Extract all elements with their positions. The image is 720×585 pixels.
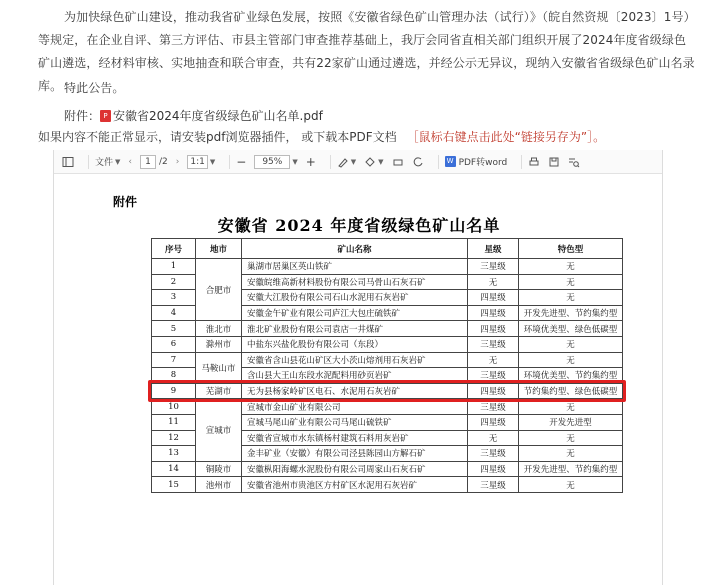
- toolbar-divider: [521, 155, 522, 169]
- row-mine-name: 安徽省宣城市水东镇杨村建筑石料用灰岩矿: [242, 430, 468, 446]
- row-feature: 开发先进型: [519, 414, 623, 430]
- highlight-icon[interactable]: [364, 153, 383, 171]
- page-indicator: [140, 153, 168, 171]
- fit-page-button[interactable]: [187, 153, 215, 171]
- row-star: 三星级: [468, 336, 519, 352]
- row-mine-name: 安徽省池州市贵池区方村矿区水泥用石灰岩矿: [242, 477, 468, 493]
- row-no: 11: [152, 414, 196, 430]
- sidebar-toggle-icon[interactable]: [62, 153, 74, 171]
- page-number-input[interactable]: 1: [140, 155, 156, 169]
- pdf-toolbar: [54, 150, 662, 174]
- chevron-down-icon: ▼: [378, 157, 384, 166]
- row-city: 池州市: [196, 477, 242, 493]
- row-mine-name: 淮北矿业股份有限公司袁店一井煤矿: [242, 321, 468, 337]
- document-title: 安徽省 2024 年度省级绿色矿山名单: [217, 216, 501, 235]
- table-row: [152, 336, 623, 352]
- row-star: 无: [468, 352, 519, 368]
- table-header-row: [152, 239, 623, 259]
- header-city: 地市: [196, 239, 242, 259]
- row-mine-name: 中盐东兴盐化股份有限公司（东段）: [242, 336, 468, 352]
- row-star: 四星级: [468, 414, 519, 430]
- intro-paragraph: 为加快绿色矿山建设，推动我省矿业绿色发展，按照《安徽省绿色矿山管理办法（试行）》（皖自然资规〔2023〕1号）等规定，在企业自评、第三方评估、市县主管部门审查推荐基础上，我厅会同省直相关部门组织开展了2024年度省级绿色矿山遴选，经材料审核、实地抽查和联合审查，共有22家矿山通过遴选，并经公示无异议，现纳入安徽省省级绿色矿山名录库。: [38, 10, 696, 93]
- row-feature: 无: [519, 430, 623, 446]
- header-star: 星级: [468, 239, 519, 259]
- chevron-down-icon: ▼: [115, 157, 121, 166]
- row-star: 三星级: [468, 259, 519, 275]
- chevron-down-icon: ▼: [209, 157, 216, 166]
- file-menu-label: 文件: [95, 158, 114, 168]
- row-star: 无: [468, 430, 519, 446]
- row-feature: 节约集约型、绿色低碳型: [519, 383, 623, 399]
- row-no: 7: [152, 352, 196, 368]
- prev-page-icon[interactable]: ‹: [128, 156, 133, 167]
- pdf-to-word-label: PDF转word: [458, 158, 508, 168]
- row-city: 宣城市: [196, 399, 242, 461]
- save-link[interactable]: ［鼠标右键点击此处“链接另存为”］。: [406, 130, 606, 144]
- row-no: 3: [152, 290, 196, 306]
- row-feature: 无: [519, 290, 623, 306]
- attachment-line: [64, 107, 323, 124]
- toolbar-divider: [88, 155, 89, 169]
- header-no: 序号: [152, 239, 196, 259]
- row-feature: 开发先进型、节约集约型: [519, 305, 623, 321]
- row-mine-name: 无为县杨家岭矿区电石、水泥用石灰岩矿: [242, 383, 468, 399]
- row-no: 5: [152, 321, 196, 337]
- row-star: 三星级: [468, 477, 519, 493]
- row-feature: 无: [519, 336, 623, 352]
- row-feature: 无: [519, 274, 623, 290]
- row-star: 四星级: [468, 383, 519, 399]
- row-city: 铜陵市: [196, 461, 242, 477]
- pdf-to-word-button[interactable]: [445, 153, 508, 171]
- zoom-in-icon[interactable]: +: [305, 154, 316, 169]
- row-no: 9: [152, 383, 196, 399]
- table-row: [152, 321, 623, 337]
- file-menu[interactable]: [95, 153, 120, 171]
- plugin-notice: [38, 128, 605, 145]
- row-mine-name: 安徽金午矿业有限公司庐江大包庄硫铁矿: [242, 305, 468, 321]
- next-page-icon[interactable]: ›: [175, 156, 180, 167]
- notice-text: 如果内容不能正常显示，请安装pdf浏览器插件， 或下载本PDF文档: [38, 130, 397, 144]
- row-no: 6: [152, 336, 196, 352]
- zoom-value: 95%: [254, 155, 290, 169]
- row-city: 马鞍山市: [196, 352, 242, 383]
- zoom-select[interactable]: [254, 153, 297, 171]
- row-no: 12: [152, 430, 196, 446]
- row-mine-name: 含山县大王山东段水泥配料用砂页岩矿: [242, 368, 468, 384]
- toolbar-divider: [330, 155, 331, 169]
- rotate-icon[interactable]: [412, 153, 424, 171]
- toolbar-divider: [438, 155, 439, 169]
- row-star: 四星级: [468, 461, 519, 477]
- row-feature: 环境优美型、绿色低碳型: [519, 321, 623, 337]
- table-row: [152, 399, 623, 415]
- row-star: 三星级: [468, 399, 519, 415]
- closing-statement: 特此公告。: [64, 81, 125, 95]
- row-feature: 无: [519, 399, 623, 415]
- header-mine-name: 矿山名称: [242, 239, 468, 259]
- word-icon: W: [445, 156, 456, 167]
- table-row: [152, 461, 623, 477]
- row-mine-name: 安徽皖维高新材料股份有限公司马骨山石灰石矿: [242, 274, 468, 290]
- table-row-highlighted: [152, 383, 623, 399]
- row-mine-name: 宣城市金山矿业有限公司: [242, 399, 468, 415]
- erase-icon[interactable]: [392, 153, 404, 171]
- row-no: 10: [152, 399, 196, 415]
- chevron-down-icon: ▼: [292, 157, 298, 166]
- row-no: 14: [152, 461, 196, 477]
- row-feature: 无: [519, 446, 623, 462]
- row-feature: 开发先进型、节约集约型: [519, 461, 623, 477]
- print-icon[interactable]: [528, 153, 540, 171]
- page-total: /2: [159, 156, 168, 167]
- row-mine-name: 金丰矿业（安徽）有限公司泾县陈园山方解石矿: [242, 446, 468, 462]
- row-mine-name: 安徽大江股份有限公司石山水泥用石灰岩矿: [242, 290, 468, 306]
- row-city: 淮北市: [196, 321, 242, 337]
- row-star: 三星级: [468, 446, 519, 462]
- row-no: 13: [152, 446, 196, 462]
- row-mine-name: 巢湖市居巢区英山铁矿: [242, 259, 468, 275]
- table-row: [152, 352, 623, 368]
- toolbar-divider: [229, 155, 230, 169]
- row-feature: 无: [519, 352, 623, 368]
- table-row: [152, 477, 623, 493]
- find-icon[interactable]: [568, 153, 580, 171]
- row-star: 三星级: [468, 368, 519, 384]
- draw-icon[interactable]: [337, 153, 356, 171]
- zoom-out-icon[interactable]: −: [236, 154, 247, 169]
- row-star: 四星级: [468, 321, 519, 337]
- row-no: 1: [152, 259, 196, 275]
- attachment-heading: 附件: [113, 195, 138, 209]
- row-mine-name: 宣城马尾山矿业有限公司马尾山硫铁矿: [242, 414, 468, 430]
- mine-list-table: [151, 238, 623, 493]
- row-feature: 无: [519, 477, 623, 493]
- row-feature: 无: [519, 259, 623, 275]
- chevron-down-icon: ▼: [350, 157, 357, 166]
- pdf-icon: P: [100, 110, 111, 122]
- row-star: 四星级: [468, 305, 519, 321]
- row-mine-name: 安徽省含山县花山矿区大小茨山熔剂用石灰岩矿: [242, 352, 468, 368]
- save-icon[interactable]: [548, 153, 560, 171]
- row-no: 8: [152, 368, 196, 384]
- row-star: 四星级: [468, 290, 519, 306]
- table-row: [152, 259, 623, 275]
- row-feature: 环境优美型、节约集约型: [519, 368, 623, 384]
- row-star: 无: [468, 274, 519, 290]
- row-no: 15: [152, 477, 196, 493]
- row-city: 芜湖市: [196, 383, 242, 399]
- row-city: 合肥市: [196, 259, 242, 321]
- row-mine-name: 安徽枞阳海螺水泥股份有限公司周家山石灰石矿: [242, 461, 468, 477]
- row-no: 4: [152, 305, 196, 321]
- row-city: 滁州市: [196, 336, 242, 352]
- row-no: 2: [152, 274, 196, 290]
- pdf-page: [54, 175, 663, 585]
- attachment-link[interactable]: 安徽省2024年度省级绿色矿山名单.pdf: [113, 109, 323, 123]
- fit-page-label: 1:1: [187, 155, 207, 169]
- attachment-label: 附件：: [64, 109, 101, 123]
- header-feature: 特色型: [519, 239, 623, 259]
- pdf-viewer: [53, 150, 663, 585]
